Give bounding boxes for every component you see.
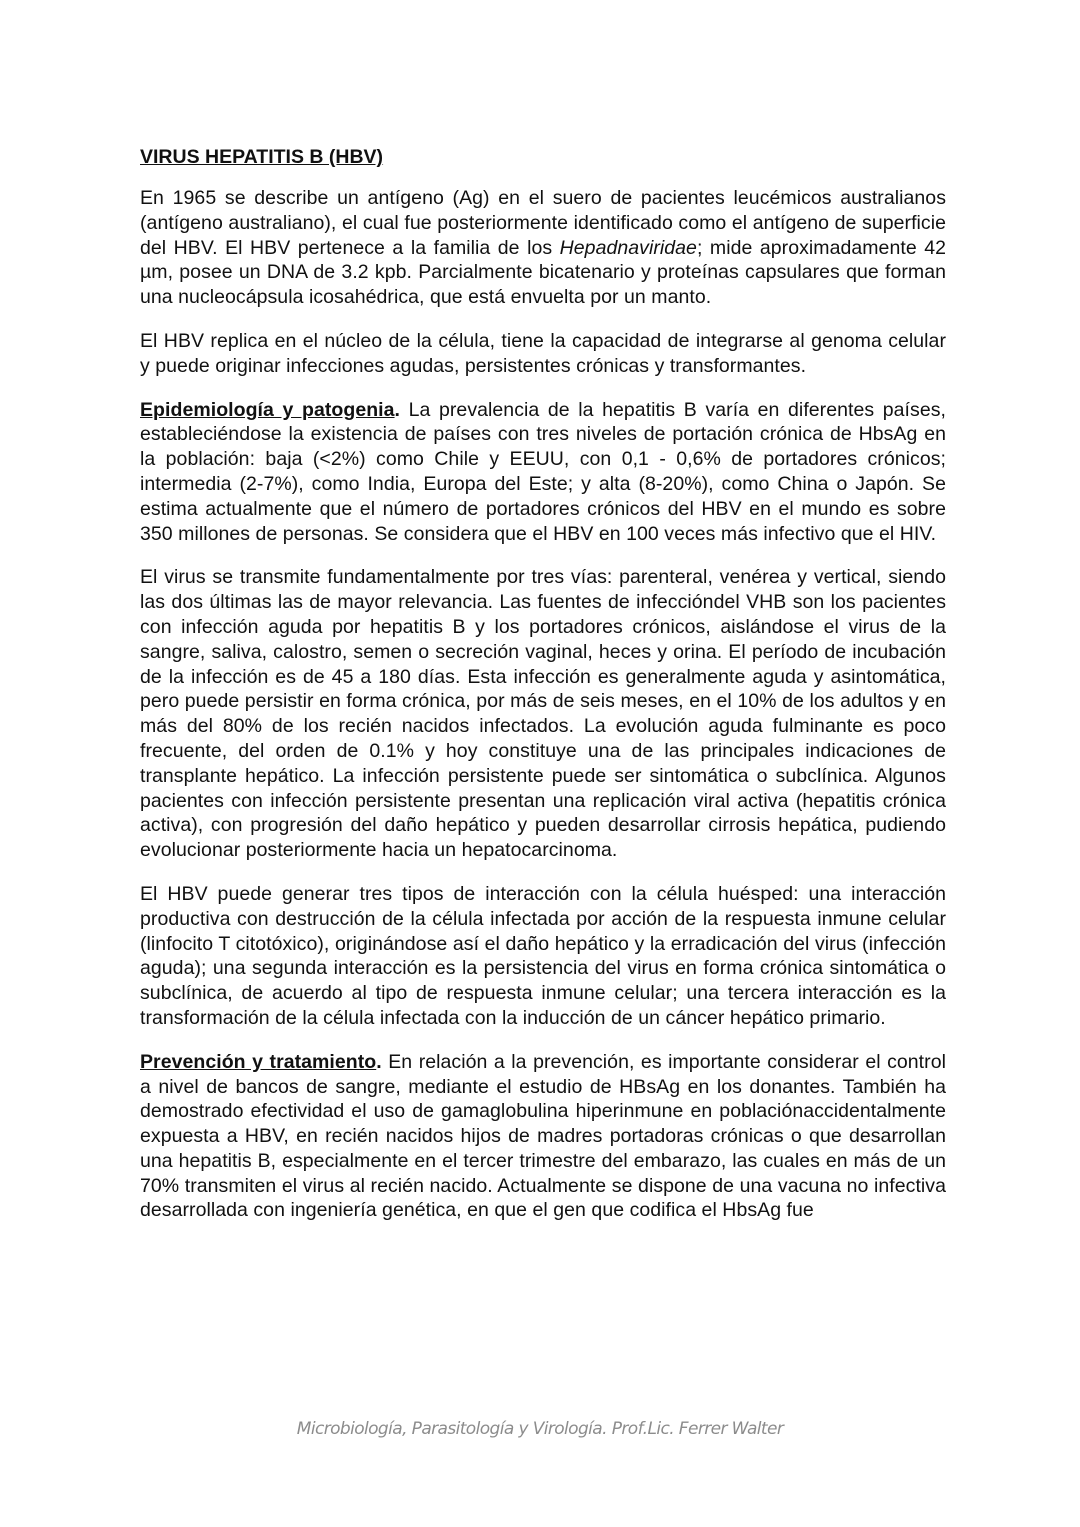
paragraph-intro-text-a: En 1965 se describe un antígeno (Ag) en el suero de pacientes leucémicos australianos (antígeno australiano), el cual fue posteriormente identificado como el antígeno de superficie del HBV. El HBV pertenece a la familia de los (140, 187, 946, 259)
paragraph-intro (140, 186, 946, 310)
section-heading-prevention-dot: . (376, 1050, 382, 1073)
section-heading-epidemiology: Epidemiología y patogenia (140, 398, 395, 421)
paragraph-epidemiology-text: La prevalencia de la hepatitis B varía en diferentes países, estableciéndose la existencia de países con tres niveles de portación crónica de HbsAg en la población: baja (<2%) como Chile y EEUU, con 0,1 - 0,6% de portadores crónicos; intermedia (2-7%), como India, Europa del Este; y alta (8-20%), como China o Japón. Se estima actualmente que el número de portadores crónicos del HBV en el mundo es sobre 350 millones de personas. Se considera que el HBV en 100 veces más infectivo que el HIV. (140, 398, 946, 545)
paragraph-intro-text-b: ; mide aproximadamente 42 µm, posee un DNA de 3.2 kpb. Parcialmente bicatenario y proteínas capsulares que forman una nucleocápsula icosahédrica, que está envuelta por un manto. (140, 236, 946, 309)
section-heading-prevention: Prevención y tratamiento (140, 1050, 377, 1073)
paragraph-prevention (140, 1050, 946, 1224)
document-title: VIRUS HEPATITIS B (HBV) (140, 146, 384, 168)
paragraph-interaction: El HBV puede generar tres tipos de interacción con la célula huésped: una interacción productiva con destrucción de la célula infectada por acción de la respuesta inmune celular (linfocito T citotóxico), originándose así el daño hepático y la erradicación del virus (infección aguda); una segunda interacción es la persistencia del virus en forma crónica sintomática o subclínica, de acuerdo al tipo de respuesta inmune celular; una tercera interacción es la transformación de la célula infectada con la inducción de un cáncer hepático primario. (140, 882, 946, 1029)
section-heading-epidemiology-dot: . (394, 398, 401, 421)
paragraph-epidemiology (140, 398, 946, 547)
page-footer: Microbiología, Parasitología y Virología. Prof.Lic. Ferrer Walter (296, 1419, 784, 1439)
paragraph-prevention-text: En relación a la prevención, es importante considerar el control a nivel de bancos de sangre, mediante el estudio de HBsAg en los donantes. También ha demostrado efectividad el uso de gamaglobulina hiperinmune en poblaciónaccidentalmente expuesta a HBV, en recién nacidos hijos de madres portadoras crónicas o que desarrollan una hepatitis B, especialmente en el tercer trimestre del embarazo, las cuales en más de un 70% transmiten el virus al recién nacido. Actualmente se dispone de una vacuna no infectiva desarrollada con ingeniería genética, en que el gen que codifica el HbsAg fue (140, 1050, 946, 1222)
paragraph-replication: El HBV replica en el núcleo de la célula, tiene la capacidad de integrarse al genoma celular y puede originar infecciones agudas, persistentes crónicas y transformantes. (140, 329, 946, 377)
paragraph-intro-italic: Hepadnaviridae (559, 236, 697, 259)
paragraph-transmission: El virus se transmite fundamentalmente por tres vías: parenteral, venérea y vertical, siendo las dos últimas las de mayor relevancia. Las fuentes de infeccióndel VHB son los pacientes con infección aguda por hepatitis B y los portadores crónicos, aislándose el virus de la sangre, saliva, calostro, semen o secreción vaginal, heces y orina. El período de incubación de la infección es de 45 a 180 días. Esta infección es generalmente aguda y asintomática, pero puede persistir en forma crónica, por más de seis meses, en el 10% de los adultos y en más del 80% de los recién nacidos infectados. La evolución aguda fulminante es poco frecuente, del orden de 0.1% y hoy constituye una de las principales indicaciones de transplante hepático. La infección persistente puede ser sintomática o subclínica. Algunos pacientes con infección persistente presentan una replicación viral activa (hepatitis crónica activa), con progresión del daño hepático y pueden desarrollar cirrosis hepática, pudiendo evolucionar posteriormente hacia un hepatocarcinoma. (140, 566, 946, 862)
document-page (140, 145, 946, 1242)
